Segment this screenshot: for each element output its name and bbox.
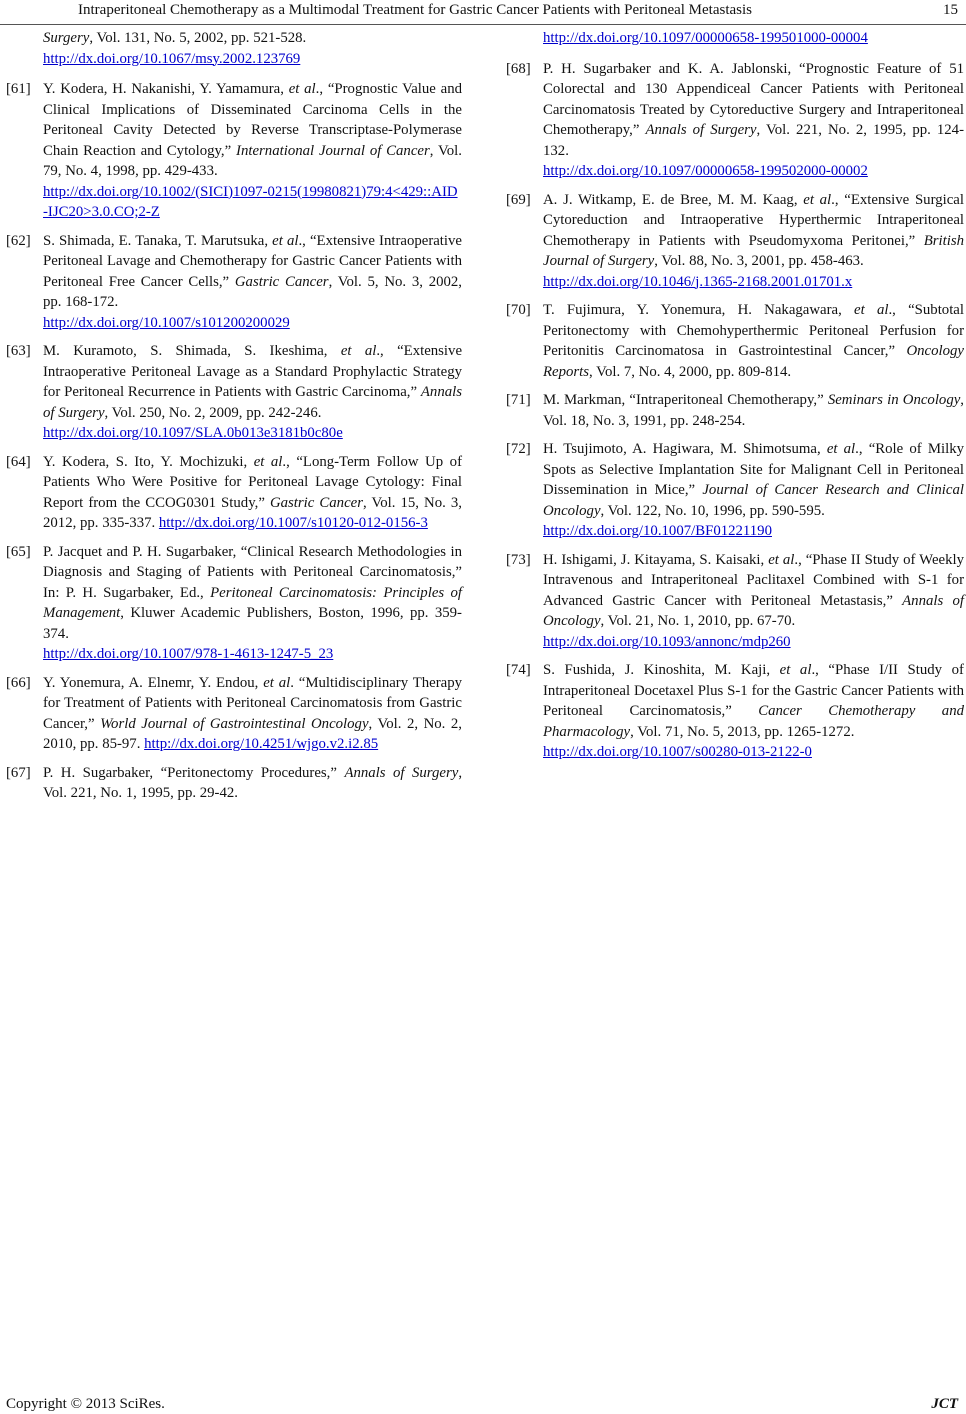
reference-authors: P. Jacquet and P. H. Sugarbaker, “Clinical Research Methodologies in Diagnosis and Staging of Patients with Peritoneal Carcinomatosis,” In: P. H. Sugarbaker, Ed., xyxy=(43,543,462,601)
reference-source: Oncology Reports xyxy=(543,343,964,380)
doi-link[interactable]: http://dx.doi.org/10.1007/s10120-012-0156-3 xyxy=(158,515,428,531)
reference-source: Gastric Cancer xyxy=(269,494,363,511)
reference-text xyxy=(43,763,462,804)
left-column xyxy=(6,28,462,812)
reference-text xyxy=(543,28,964,49)
reference-authors: M. Markman, “Intraperitoneal Chemotherapy,” xyxy=(543,392,828,408)
reference-entry xyxy=(506,28,964,49)
doi-link[interactable]: http://dx.doi.org/10.1097/SLA.0b013e3181b0c80e xyxy=(43,425,343,441)
reference-text xyxy=(43,341,462,444)
reference-source: British Journal of Surgery xyxy=(543,232,964,269)
et-al: et al xyxy=(826,441,856,457)
reference-authors: T. Fujimura, Y. Yonemura, H. Nakagawara, xyxy=(543,302,855,318)
reference-entry xyxy=(6,452,462,534)
running-title: Intraperitoneal Chemotherapy as a Multimodal Treatment for Gastric Cancer Patients with Peritoneal Metastasis xyxy=(78,2,752,18)
reference-text xyxy=(543,660,964,763)
reference-authors: M. Kuramoto, S. Shimada, S. Ikeshima, xyxy=(43,343,341,359)
reference-details: , Vol. 250, No. 2, 2009, pp. 242-246. xyxy=(104,404,322,421)
et-al: et al xyxy=(288,81,316,97)
et-al: et al xyxy=(803,191,832,208)
reference-entry xyxy=(506,190,964,293)
reference-text xyxy=(543,300,964,382)
reference-source: Cancer Chemotherapy and Pharmacology xyxy=(543,703,964,740)
reference-authors: A. J. Witkamp, E. de Bree, M. M. Kaag, xyxy=(543,191,804,208)
reference-number: [63] xyxy=(6,343,31,359)
reference-details: , Vol. 5, No. 3, 2002, pp. 168-172. xyxy=(43,273,462,310)
reference-text xyxy=(543,439,964,542)
reference-authors: Y. Kodera, S. Ito, Y. Mochizuki, xyxy=(43,453,254,470)
et-al: et al xyxy=(768,551,795,568)
et-al: et al xyxy=(340,343,377,359)
reference-details: , Vol. 2, No. 2, 2010, pp. 85-97. xyxy=(43,715,462,752)
page-number: 15 xyxy=(943,2,958,18)
reference-entry xyxy=(506,660,964,763)
header-rule xyxy=(0,24,966,25)
reference-number: [65] xyxy=(6,543,31,560)
reference-source: Journal of Cancer Research and Clinical Oncology xyxy=(543,482,964,519)
reference-text xyxy=(43,542,462,665)
reference-text xyxy=(543,550,964,653)
doi-link[interactable]: http://dx.doi.org/10.1067/msy.2002.123769 xyxy=(43,50,301,67)
reference-authors: H. Tsujimoto, A. Hagiwara, M. Shimotsuma, xyxy=(543,441,827,457)
reference-text xyxy=(543,59,964,182)
reference-number: [68] xyxy=(506,60,531,77)
reference-title: . “Multidisciplinary Therapy for Treatment of Patients with Peritoneal Carcinomatosis from Gastric Cancer,” xyxy=(43,674,462,732)
doi-link[interactable]: http://dx.doi.org/10.1093/annonc/mdp260 xyxy=(543,633,791,650)
reference-entry xyxy=(506,300,964,382)
reference-title: ., “Subtotal Peritonectomy with Chemohyperthermic Peritoneal Perfusion for Peritonitis Carcinomatosa in Gastrointestinal Cancer,” xyxy=(543,302,964,359)
reference-details: , Vol. 7, No. 4, 2000, pp. 809-814. xyxy=(589,363,792,380)
reference-text xyxy=(43,673,462,755)
reference-title: ., “Long-Term Follow Up of Patients Who Were Positive for Peritoneal Lavage Cytology: Final Report from the CCOG0301 Study,” xyxy=(43,453,462,511)
reference-number: [73] xyxy=(506,551,531,568)
reference-authors: S. Fushida, J. Kinoshita, M. Kaji, xyxy=(543,662,780,678)
reference-text xyxy=(43,231,462,334)
reference-title: ., “Extensive Intraoperative Peritoneal Lavage and Chemotherapy for Gastric Cancer Patients with Peritoneal Free Cancer Cells,” xyxy=(43,232,462,290)
reference-entry xyxy=(6,79,462,223)
reference-entry xyxy=(506,390,964,431)
reference-details: , Vol. 221, No. 2, 1995, pp. 124-132. xyxy=(543,122,964,159)
reference-source: Annals of Surgery xyxy=(344,764,459,781)
doi-link[interactable]: http://dx.doi.org/10.1002/(SICI)1097-0215(19980821)79:4<429::AID-IJC20>3.0.CO;2-Z xyxy=(43,183,458,220)
reference-source: Annals of Oncology xyxy=(543,592,965,629)
reference-entry xyxy=(506,59,964,182)
doi-link[interactable]: http://dx.doi.org/10.1097/00000658-199501000-00004 xyxy=(543,30,868,46)
reference-details: , Vol. 131, No. 5, 2002, pp. 521-528. xyxy=(89,30,307,46)
reference-authors: P. H. Sugarbaker, “Peritonectomy Procedures,” xyxy=(43,764,345,781)
reference-details: , Vol. 18, No. 3, 1991, pp. 248-254. xyxy=(543,392,964,429)
page-header xyxy=(0,2,966,22)
reference-entry xyxy=(6,763,462,804)
reference-source: Annals of Surgery xyxy=(645,122,757,138)
reference-details: , Vol. 88, No. 3, 2001, pp. 458-463. xyxy=(654,253,864,269)
reference-source: Seminars in Oncology xyxy=(827,392,961,408)
reference-number: [67] xyxy=(6,764,31,781)
doi-link[interactable]: http://dx.doi.org/10.4251/wjgo.v2.i2.85 xyxy=(144,736,379,752)
reference-details: , Kluwer Academic Publishers, Boston, 1996, pp. 359-374. xyxy=(43,605,462,642)
reference-details: , Vol. 21, No. 1, 2010, pp. 67-70. xyxy=(600,613,796,629)
et-al: et al xyxy=(854,302,889,318)
reference-details: , Vol. 79, No. 4, 1998, pp. 429-433. xyxy=(43,142,462,179)
et-al: et al xyxy=(272,232,299,249)
et-al: et al xyxy=(263,674,291,691)
doi-link[interactable]: http://dx.doi.org/10.1046/j.1365-2168.2001.01701.x xyxy=(543,273,853,290)
reference-entry xyxy=(6,341,462,444)
reference-number: [72] xyxy=(506,441,531,457)
reference-title: ., “Phase I/II Study of Intraperitoneal Docetaxel Plus S-1 for the Gastric Cancer Patients with Peritoneal Carcinomatosis,” xyxy=(543,662,964,719)
reference-number: [66] xyxy=(6,674,31,691)
reference-authors: Y. Yonemura, A. Elnemr, Y. Endou, xyxy=(43,674,264,691)
doi-link[interactable]: http://dx.doi.org/10.1007/s00280-013-2122-0 xyxy=(543,744,812,760)
reference-entry xyxy=(6,542,462,665)
reference-entry xyxy=(6,28,462,69)
reference-entry xyxy=(6,673,462,755)
reference-authors: Y. Kodera, H. Nakanishi, Y. Yamamura, xyxy=(43,81,289,97)
et-al: et al xyxy=(779,662,812,678)
reference-source: Peritoneal Carcinomatosis: Principles of Management xyxy=(43,584,462,621)
reference-source: Gastric Cancer xyxy=(234,273,329,290)
doi-link[interactable]: http://dx.doi.org/10.1007/BF01221190 xyxy=(543,523,772,539)
reference-details: , Vol. 221, No. 1, 1995, pp. 29-42. xyxy=(43,764,463,801)
journal-abbrev: JCT xyxy=(931,1396,958,1412)
reference-details: , Vol. 15, No. 3, 2012, pp. 335-337. xyxy=(43,494,462,531)
doi-link[interactable]: http://dx.doi.org/10.1007/s101200200029 xyxy=(43,314,290,331)
reference-number: [71] xyxy=(506,392,531,408)
reference-details: , Vol. 122, No. 10, 1996, pp. 590-595. xyxy=(600,502,825,519)
doi-link[interactable]: http://dx.doi.org/10.1097/00000658-199502000-00002 xyxy=(543,163,868,179)
right-column xyxy=(506,28,964,771)
reference-title: ., “Extensive Surgical Cytoreduction and Intraoperative Hyperthermic Intraperitoneal Chemotherapy in Patients with Pseudomyxoma Peritonei,” xyxy=(543,191,964,249)
reference-source: International Journal of Cancer xyxy=(236,142,430,159)
reference-entry xyxy=(6,231,462,334)
reference-entry xyxy=(506,439,964,542)
reference-details: , Vol. 71, No. 5, 2013, pp. 1265-1272. xyxy=(630,723,855,740)
reference-authors: P. H. Sugarbaker and K. A. Jablonski, “Prognostic Feature of 51 Colorectal and 130 Appendiceal Cancer Patients with Peritoneal Carcinomatosis Treated by Cytoreductive Surgery and Intraperitoneal Chemotherapy,” xyxy=(543,60,964,138)
reference-number: [69] xyxy=(506,191,531,208)
reference-source: Surgery xyxy=(43,30,90,46)
doi-link[interactable]: http://dx.doi.org/10.1007/978-1-4613-1247-5_23 xyxy=(43,646,334,662)
reference-text xyxy=(543,390,964,431)
et-al: et al xyxy=(253,453,283,470)
reference-number: [64] xyxy=(6,453,31,470)
reference-text xyxy=(43,79,462,223)
reference-text xyxy=(543,190,964,293)
reference-title: ., “Extensive Intraoperative Peritoneal Lavage as a Standard Prophylactic Strategy for Peritoneal Recurrence in Patients with Gastric Carcinoma,” xyxy=(43,343,463,400)
reference-source: Annals of Surgery xyxy=(43,384,462,421)
reference-source: World Journal of Gastrointestinal Oncology xyxy=(100,715,369,732)
reference-number: [61] xyxy=(6,81,31,97)
reference-title: ., “Prognostic Value and Clinical Implications of Disseminated Carcinoma Cells in the Peritoneal Cavity Detected by Reverse Transcriptase-Polymerase Chain Reaction and Cytology,” xyxy=(43,81,462,159)
reference-authors: S. Shimada, E. Tanaka, T. Marutsuka, xyxy=(43,232,273,249)
reference-text xyxy=(43,28,462,69)
copyright-notice: Copyright © 2013 SciRes. xyxy=(6,1396,165,1412)
reference-title: ., “Phase II Study of Weekly Intravenous and Intraperitoneal Paclitaxel Combined with S-1 for Advanced Gastric Cancer with Peritoneal Metastasis,” xyxy=(543,551,964,609)
reference-authors: H. Ishigami, J. Kitayama, S. Kaisaki, xyxy=(543,551,769,568)
reference-text xyxy=(43,452,462,534)
reference-number: [70] xyxy=(506,302,531,318)
reference-number: [62] xyxy=(6,232,31,249)
reference-number: [74] xyxy=(506,662,531,678)
reference-title: ., “Role of Milky Spots as Selective Implantation Site for Malignant Cell in Peritoneal Dissemination in Mice,” xyxy=(543,441,965,498)
reference-entry xyxy=(506,550,964,653)
